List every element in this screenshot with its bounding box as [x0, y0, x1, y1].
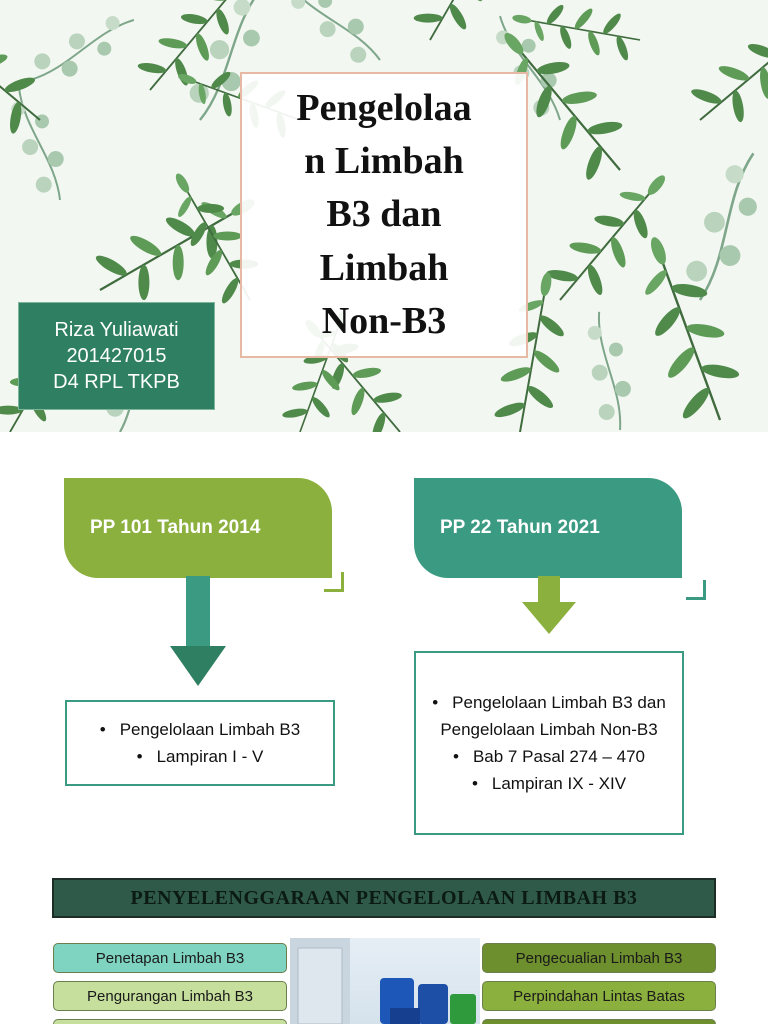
- title-slide: [0, 0, 768, 432]
- author-program: D4 RPL TKPB: [53, 371, 180, 393]
- chemical-drums-photo: [290, 938, 480, 1024]
- right-content-list: [428, 689, 670, 798]
- penetapan-button[interactable]: [53, 943, 287, 973]
- left-content-list: [100, 716, 300, 770]
- drums-illustration: [290, 938, 480, 1024]
- pill-partial-left: [53, 1019, 287, 1024]
- banner-title: PENYELENGGARAAN PENGELOLAAN LIMBAH B3: [130, 886, 638, 909]
- pill-label: Pengecualian Limbah B3: [515, 949, 683, 967]
- regulation-slide: [0, 440, 768, 872]
- pp-22-label: PP 22 Tahun 2021: [440, 517, 600, 538]
- overview-slide: [0, 872, 768, 1024]
- corner-accent-left: [324, 572, 344, 592]
- slide-title: Pengelolaa n Limbah B3 dan Limbah Non-B3: [296, 87, 472, 342]
- list-item: • Lampiran IX - XIV: [428, 770, 670, 797]
- pill-label: Pengurangan Limbah B3: [87, 987, 253, 1005]
- corner-accent-right: [686, 580, 706, 600]
- section-banner: [52, 878, 716, 918]
- list-item: • Pengelolaan Limbah B3: [100, 716, 300, 743]
- author-id: 201427015: [66, 345, 167, 367]
- right-content-box: [414, 651, 684, 835]
- list-item: • Bab 7 Pasal 274 – 470: [428, 743, 670, 770]
- down-arrow-left-icon: [170, 576, 226, 686]
- pill-label: Perpindahan Lintas Batas: [513, 987, 685, 1005]
- list-item: • Pengelolaan Limbah B3 dan Pengelolaan Limbah Non-B3: [428, 689, 670, 743]
- author-name: Riza Yuliawati: [54, 319, 179, 341]
- list-item: • Lampiran I - V: [100, 743, 300, 770]
- pill-label: Penetapan Limbah B3: [95, 949, 245, 967]
- down-arrow-right-icon: [522, 576, 576, 634]
- left-content-box: [65, 700, 335, 786]
- pp-101-label: PP 101 Tahun 2014: [90, 517, 261, 538]
- pill-partial-right: [482, 1019, 716, 1024]
- pengecualian-button[interactable]: [482, 943, 716, 973]
- pp-22-tab: [414, 478, 682, 578]
- perpindahan-button[interactable]: [482, 981, 716, 1011]
- title-frame: [240, 72, 528, 358]
- pp-101-tab: [64, 478, 332, 578]
- pengurangan-button[interactable]: [53, 981, 287, 1011]
- author-box: [18, 302, 215, 410]
